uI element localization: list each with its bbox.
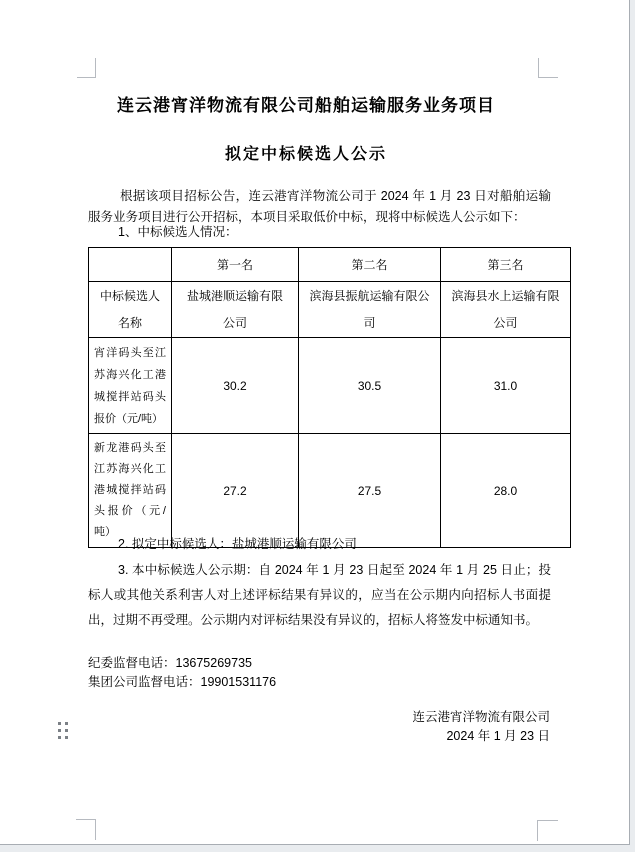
crop-mark-bottom-right-icon (537, 820, 558, 841)
candidate-name-row (89, 282, 571, 338)
candidate-name-cell-1: 盐城港顺运输有限公司 (172, 282, 299, 338)
price-cell-route1-rank3: 31.0 (441, 338, 571, 434)
price-row-xinlonggang-wharf (89, 434, 571, 548)
group-phone-line: 集团公司监督电话：19901531176 (88, 675, 277, 689)
price-cell-route1-rank2: 30.5 (299, 338, 441, 434)
table-header-rank-2: 第二名 (299, 248, 441, 282)
document-subtitle: 拟定中标候选人公示 (224, 146, 387, 163)
item-2-proposed-winner: 2. 拟定中标候选人：盐城港顺运输有限公司 (118, 537, 357, 551)
signature-block (88, 708, 550, 746)
candidates-table (88, 247, 571, 548)
candidate-name-cell-3: 滨海县水上运输有限公司 (441, 282, 571, 338)
price-cell-route2-rank3: 28.0 (441, 434, 571, 548)
discipline-phone-line: 纪委监督电话：13675269735 (88, 656, 252, 670)
crop-mark-top-right-icon (538, 58, 558, 78)
document-title: 连云港宵洋物流有限公司船舶运输服务业务项目 (117, 96, 495, 115)
price-cell-route2-rank2: 27.5 (299, 434, 441, 548)
row-label-route-2: 新龙港码头至江苏海兴化工港城搅拌站码头报价（元/吨） (89, 434, 172, 548)
row-label-candidate-name: 中标候选人名称 (89, 282, 172, 338)
six-dot-mark-icon (58, 722, 68, 739)
item-3-publicity-period: 3. 本中标候选人公示期：自 2024 年 1 月 23 日起至 2024 年 1 月 25 日止；投标人或其他关系利害人对上述评标结果有异议的，应当在公示期内向招标人书面提出，过期不再受理。公示期内对评标结果没有异议的，招标人将签发中标通知书。 (88, 563, 551, 627)
crop-mark-bottom-left-icon (76, 819, 96, 840)
crop-mark-top-left-icon (77, 58, 96, 78)
table-header-rank-3: 第三名 (441, 248, 571, 282)
table-header-rank-1: 第一名 (172, 248, 299, 282)
supervision-phones (88, 654, 551, 692)
candidate-name-cell-2: 滨海县振航运输有限公司 (299, 282, 441, 338)
price-cell-route2-rank1: 27.2 (172, 434, 299, 548)
price-row-xiaoyang-wharf (89, 338, 571, 434)
signature-date: 2024 年 1 月 23 日 (446, 729, 550, 743)
item-1-candidates-heading: 1、中标候选人情况： (118, 225, 238, 239)
price-cell-route1-rank1: 30.2 (172, 338, 299, 434)
intro-paragraph: 根据该项目招标公告，连云港宵洋物流公司于 2024 年 1 月 23 日对船舶运输服务业务项目进行公开招标，本项目采取低价中标，现将中标候选人公示如下： (88, 189, 551, 224)
table-corner-cell (89, 248, 172, 282)
table-header-row (89, 248, 571, 282)
signature-company: 连云港宵洋物流有限公司 (412, 710, 550, 724)
row-label-route-1: 宵洋码头至江苏海兴化工港城搅拌站码头报价（元/吨） (89, 338, 172, 434)
